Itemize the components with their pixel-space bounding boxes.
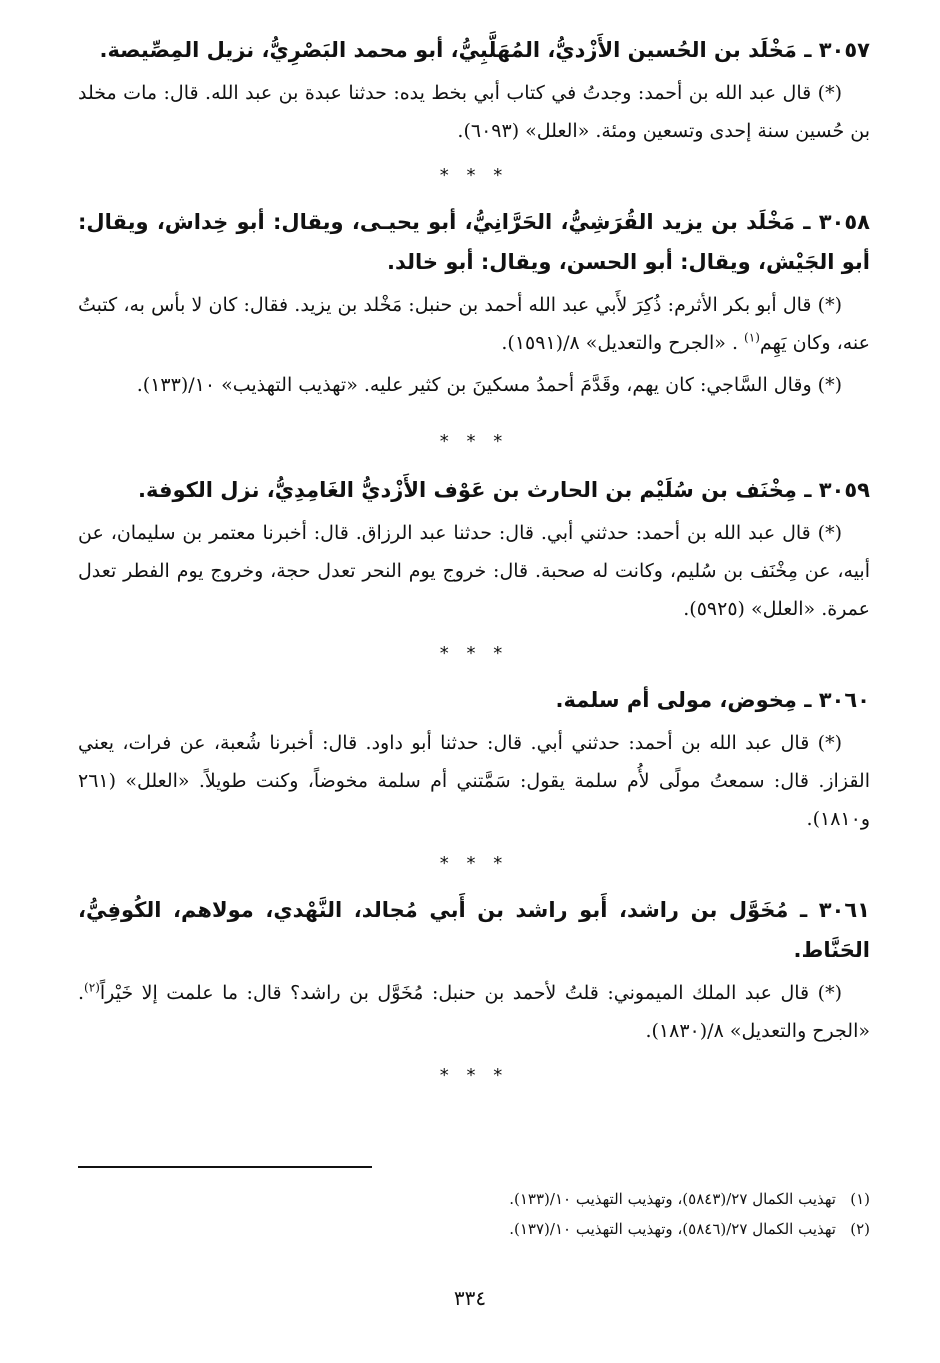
entry-heading: ٣٠٥٩ ـ مِخْنَف بن سُلَيْم بن الحارث بن عَوْف الأَزْديُّ الغَامِدِيُّ، نزل الكوفة. [138,478,870,502]
entry-paragraph: (*) وقال السَّاجي: كان يهم، وقَدَّمَ أحمدُ مسكينَ بن كثير عليه. «تهذيب التهذيب» ١٠/(١٣٣). [136,374,842,396]
entry-heading: ٣٠٦٠ ـ مِخوض، مولى أم سلمة. [555,688,870,712]
section-separator: * * * [439,165,509,186]
footnote-2 [78,1214,870,1244]
entry-heading: ٣٠٥٧ ـ مَخْلَد بن الحُسين الأَزْديُّ، المُهَلَّبِيُّ، أبو محمد البَصْرِيُّ، نزيل المِصِّيصة. [99,38,870,62]
footnote-ref[interactable]: (٢) [84,980,100,995]
entry-paragraph [78,974,870,1050]
footnote-divider [78,1166,372,1168]
paragraph-text-after: . «الجرح والتعديل» ٨/(١٥٩١). [501,332,745,354]
entry-heading: ٣٠٦١ ـ مُخَوَّل بن راشد، أَبو راشد بن أَبي مُجالد، النَّهْدي، مولاهم، الكُوفِيُّ، الحَنَّاط. [78,898,870,962]
page-number: ٣٣٤ [453,1286,487,1310]
entry-paragraph [78,286,870,362]
footnote-text: تهذيب الكمال ٢٧/(٥٨٤٦)، وتهذيب التهذيب ١٠/(١٣٧). [509,1220,836,1238]
section-separator: * * * [439,643,509,664]
entry-paragraph: (*) قال عبد الله بن أحمد: حدثني أبي. قال: حدثنا عبد الرزاق. قال: أخبرنا معتمر بن سليمان، عن أبيه، عن مِخْنَف بن سُليم، وكانت له صحبة. قال: خروج يوم النحر تعدل حجة، وخروج يوم الفطر تعدل عمرة. «العلل» (٥٩٢٥). [78,522,870,620]
entry-3057 [78,30,870,150]
entry-paragraph: (*) قال عبد الله بن أحمد: وجدتُ في كتاب أبي بخط يده: حدثنا عبدة بن عبد الله. قال: مات مخلد بن حُسين سنة إحدى وتسعين ومئة. «العلل» (٦٠٩٣). [78,82,870,142]
footnote-ref[interactable]: (١) [744,330,760,345]
paragraph-text-after: . «الجرح والتعديل» ٨/(١٨٣٠). [78,982,870,1042]
footnote-text: تهذيب الكمال ٢٧/(٥٨٤٣)، وتهذيب التهذيب ١٠/(١٣٣). [509,1190,836,1208]
section-separator: * * * [439,431,509,452]
footnote-number: (٢) [850,1220,870,1238]
entry-paragraph: (*) قال عبد الله بن أحمد: حدثني أبي. قال: حدثنا أبو داود. قال: أخبرنا شُعبة، عن فرات، يعني القزاز. قال: سمعتُ مولًى لأُم سلمة يقول: سَمَّتني أم سلمة مخوضاً، وكنت طويلاً. «العلل» (٢٦١ و١٨١٠). [78,732,870,830]
entry-heading: ٣٠٥٨ ـ مَخْلَد بن يزيد القُرَشِيُّ، الحَرَّانِيُّ، أبو يحيـى، ويقال: أبو خِداش، ويقال: أبو الجَيْش، ويقال: أبو الحسن، ويقال: أبو خالد. [78,210,870,274]
entry-3060 [78,680,870,838]
paragraph-text: (*) قال أبو بكر الأثرم: ذُكِرَ لأَبي عبد الله أحمد بن حنبل: مَخْلد بن يزيد. فقال: كان لا بأس به، كتبتُ عنه، وكان يَهِم [78,294,870,354]
entry-3059 [78,470,870,628]
entry-3058 [78,202,870,404]
footnote-1 [78,1184,870,1214]
section-separator: * * * [439,1065,509,1086]
section-separator: * * * [439,853,509,874]
entry-3061 [78,890,870,1050]
paragraph-text: (*) قال عبد الملك الميموني: قلتُ لأحمد بن حنبل: مُخَوَّل بن راشد؟ قال: ما علمت إلا خَيْراً [99,982,842,1004]
footnote-number: (١) [850,1190,870,1208]
footnotes [78,1184,870,1244]
